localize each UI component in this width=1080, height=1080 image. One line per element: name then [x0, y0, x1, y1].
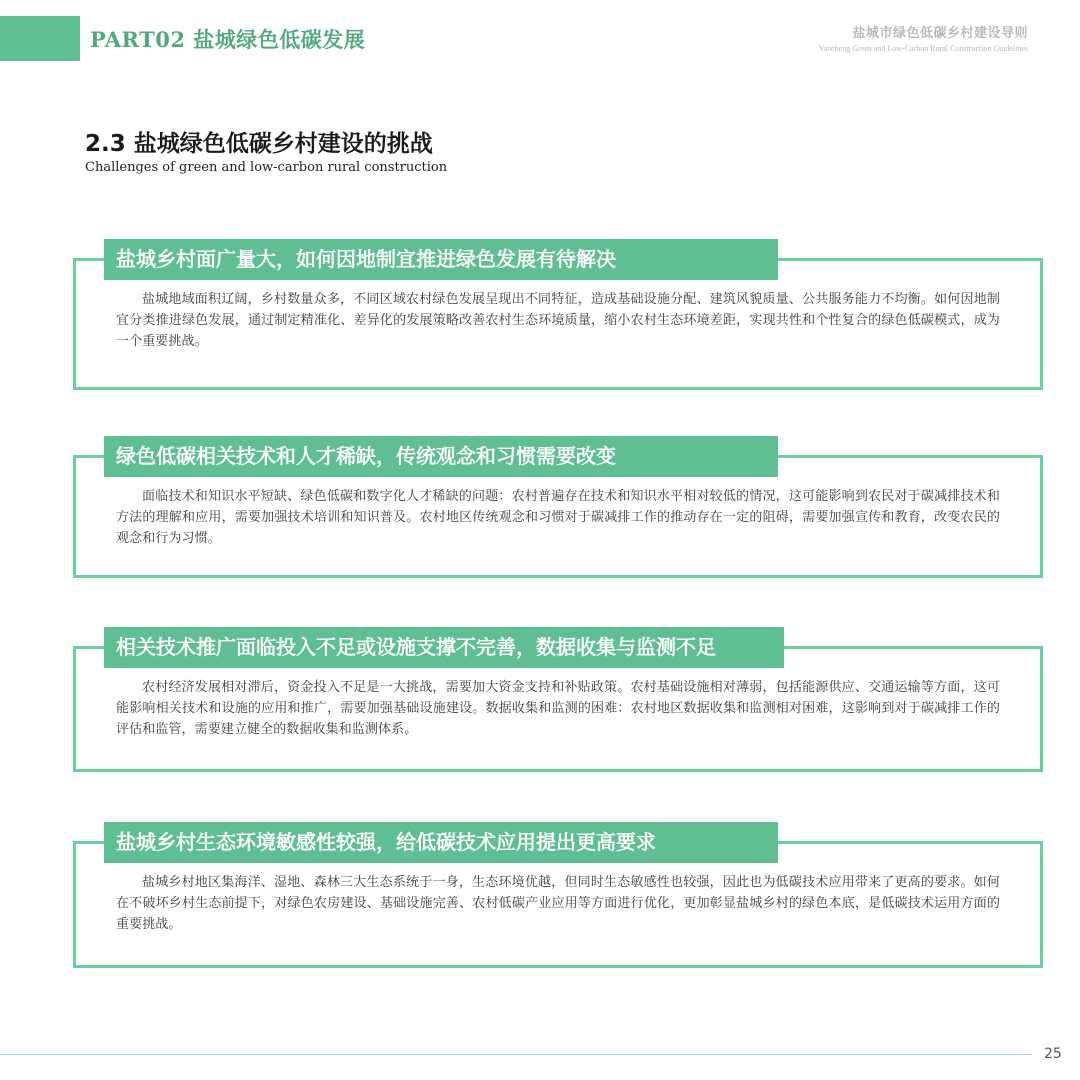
- challenge-body-1: 盐城地域面积辽阔，乡村数量众多，不同区域农村绿色发展呈现出不同特征，造成基础设施分配、建筑风貌质量、公共服务能力不均衡。如何因地制宜分类推进绿色发展，通过制定精准化、差异化的发展策略改善农村生态环境质量，缩小农村生态环境差距，实现共性和个性复合的绿色低碳模式，成为一个重要挑战。: [116, 292, 1000, 349]
- section-subtitle: Challenges of green and low-carbon rural construction: [85, 160, 448, 175]
- section-title: 2.3 盐城绿色低碳乡村建设的挑战: [85, 131, 433, 157]
- header-accent-bar: [0, 16, 80, 61]
- challenge-heading-1: 盐城乡村面广量大，如何因地制宜推进绿色发展有待解决: [104, 239, 778, 280]
- challenge-card-4: [73, 830, 1043, 968]
- challenge-heading-2: 绿色低碳相关技术和人才稀缺，传统观念和习惯需要改变: [104, 436, 778, 477]
- document-title-cn: 盐城市绿色低碳乡村建设导则: [852, 26, 1028, 41]
- footer-divider: [0, 1054, 1032, 1055]
- challenge-card-1: [73, 247, 1043, 390]
- challenge-heading-3: 相关技术推广面临投入不足或设施支撑不完善，数据收集与监测不足: [104, 627, 784, 668]
- challenge-body-3: 农村经济发展相对滞后，资金投入不足是一大挑战，需要加大资金支持和补贴政策。农村基础设施相对薄弱，包括能源供应、交通运输等方面，这可能影响相关技术和设施的应用和推广，需要加强基础设施建设。数据收集和监测的困难：农村地区数据收集和监测相对困难，这影响到对于碳减排工作的评估和监管，需要建立健全的数据收集和监测体系。: [116, 680, 1000, 737]
- part-title: PART02 盐城绿色低碳发展: [90, 27, 366, 52]
- challenge-card-3: [73, 635, 1043, 772]
- challenge-body-2: 面临技术和知识水平短缺、绿色低碳和数字化人才稀缺的问题：农村普遍存在技术和知识水平相对较低的情况，这可能影响到农民对于碳减排技术和方法的理解和应用，需要加强技术培训和知识普及。农村地区传统观念和习惯对于碳减排工作的推动存在一定的阻碍，需要加强宣传和教育，改变农民的观念和行为习惯。: [116, 489, 1000, 546]
- document-title: [819, 22, 1028, 53]
- challenge-card-2: [73, 444, 1043, 578]
- document-title-en: Yancheng Green and Low-Carbon Rural Construction Guidelines: [818, 44, 1028, 53]
- challenge-heading-4: 盐城乡村生态环境敏感性较强，给低碳技术应用提出更高要求: [104, 822, 778, 863]
- page-number: 25: [1044, 1046, 1062, 1062]
- challenge-body-4: 盐城乡村地区集海洋、湿地、森林三大生态系统于一身，生态环境优越，但同时生态敏感性也较强，因此也为低碳技术应用带来了更高的要求。如何在不破坏乡村生态前提下，对绿色农房建设、基础设施完善、农村低碳产业应用等方面进行优化，更加彰显盐城乡村的绿色本底，是低碳技术运用方面的重要挑战。: [116, 875, 1000, 932]
